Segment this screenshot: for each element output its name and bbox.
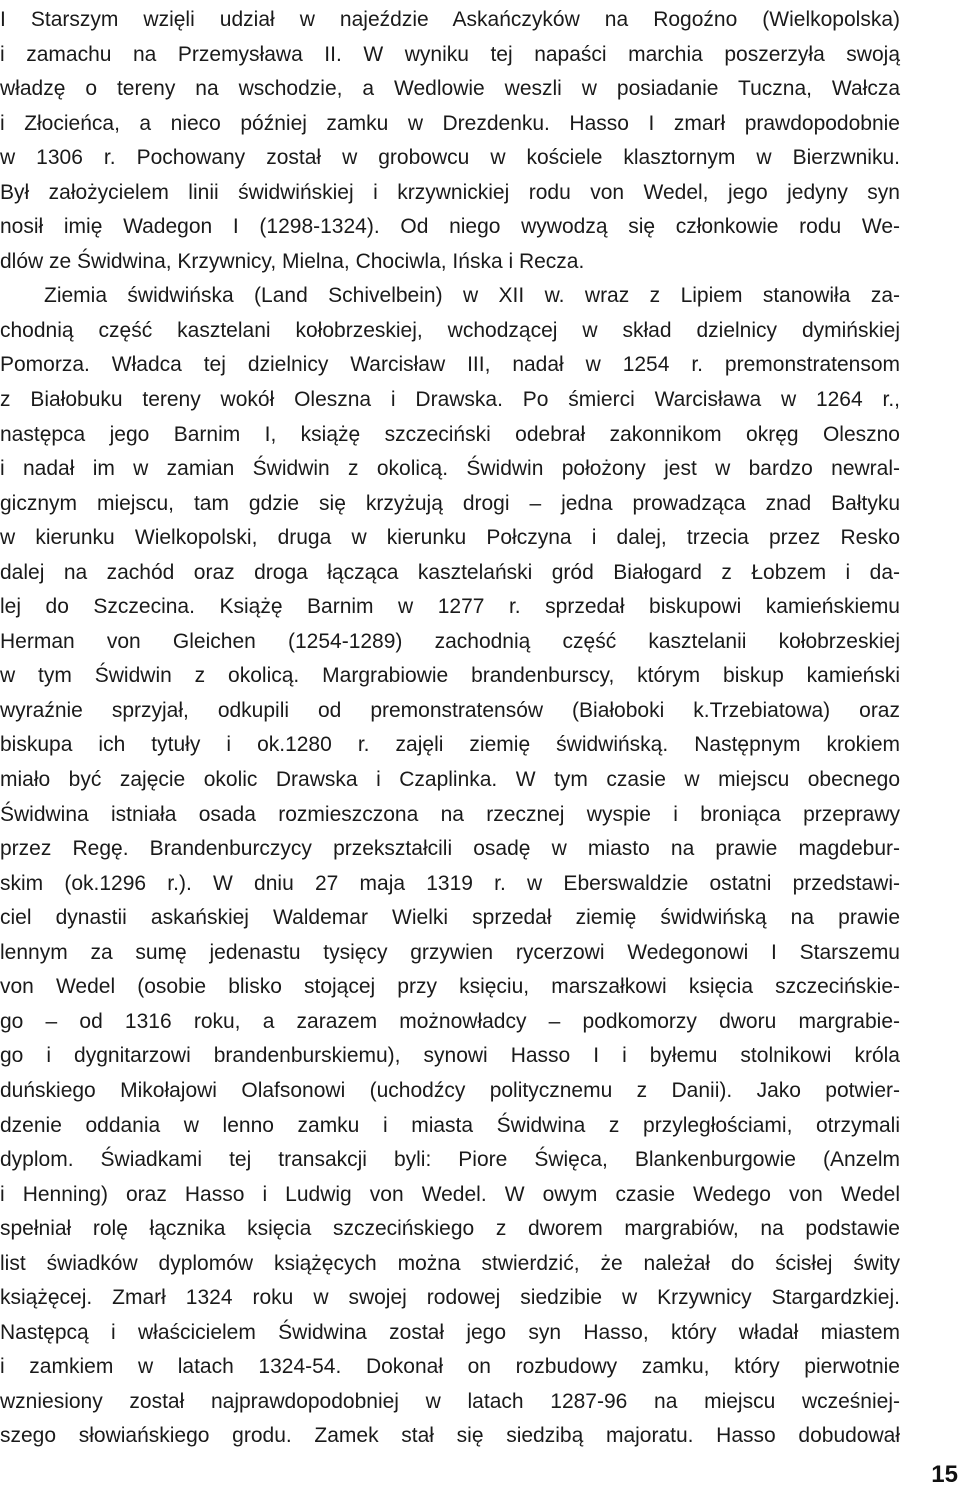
text-line: go – od 1316 roku, a zarazem możnowładcy – podkomorzy dworu margrabie- — [0, 1009, 900, 1033]
text-line: władzę o tereny na wschodzie, a Wedlowie weszli w posiadanie Tuczna, Wałcza — [0, 77, 900, 101]
text-line: wzniesiony został najprawdopodobniej w latach 1287-96 na miejscu wcześniej- — [0, 1389, 900, 1413]
text-line: gicznym miejscu, tam gdzie się krzyżują drogi – jedna prowadząca znad Bałtyku — [0, 491, 900, 515]
text-line: i zamachu na Przemysława II. W wyniku tej napaści marchia poszerzyła swoją — [0, 42, 900, 66]
text-line: Świdwina istniała osada rozmieszczona na rzecznej wyspie i broniąca przeprawy — [0, 802, 900, 826]
text-line: książęcej. Zmarł 1324 roku w swojej rodowej siedzibie w Krzywnicy Stargardzkiej. — [0, 1286, 900, 1310]
text-line: skim (ok.1296 r.). W dniu 27 maja 1319 r. w Eberswaldzie ostatni przedstawi- — [0, 871, 900, 895]
text-line: przez Regę. Brandenburczycy przekształcili osadę w miasto na prawie magdebur- — [0, 837, 900, 861]
text-line: w kierunku Wielkopolski, druga w kierunku Połczyna i dalej, trzecia przez Resko — [0, 526, 900, 550]
text-line: duńskiego Mikołajowi Olafsonowi (uchodźcy politycznemu z Danii). Jako potwier- — [0, 1078, 900, 1102]
text-line: i Henning) oraz Hasso i Ludwig von Wedel. W owym czasie Wedego von Wedel — [0, 1182, 900, 1206]
text-line: Herman von Gleichen (1254-1289) zachodnią część kasztelanii kołobrzeskiej — [0, 629, 900, 653]
text-line: dalej na zachód oraz droga łącząca kasztelański gród Białogard z Łobzem i da- — [0, 560, 900, 584]
text-line: nosił imię Wadegon I (1298-1324). Od niego wywodzą się członkowie rodu We- — [0, 215, 900, 239]
text-line: w 1306 r. Pochowany został w grobowcu w kościele klasztornym w Bierzwniku. — [0, 146, 900, 170]
text-line: i zamkiem w latach 1324-54. Dokonał on rozbudowy zamku, który pierwotnie — [0, 1355, 900, 1379]
text-line: miało być zajęcie okolic Drawska i Czaplinka. W tym czasie w miejscu obecnego — [0, 768, 900, 792]
text-line: chodnią część kasztelani kołobrzeskiej, wchodzącej w skład dzielnicy dymińskiej — [0, 318, 900, 342]
text-line: i Złocieńca, a nieco później zamku w Drezdenku. Hasso I zmarł prawdopodobnie — [0, 111, 900, 135]
text-line: i nadał im w zamian Świdwin z okolicą. Świdwin położony jest w bardzo newral- — [0, 457, 900, 481]
text-line: biskupa ich tytuły i ok.1280 r. zajęli ziemię świdwińską. Następnym krokiem — [0, 733, 900, 757]
text-line: Był założycielem linii świdwińskiej i krzywnickiej rodu von Wedel, jego jedyny syn — [0, 180, 900, 204]
text-line: dyplom. Świadkami tej transakcji byli: Piore Święca, Blankenburgowie (Anzelm — [0, 1148, 900, 1172]
text-line: Pomorza. Władca tej dzielnicy Warcisław III, nadał w 1254 r. premonstratensom — [0, 353, 900, 377]
text-line: szego słowiańskiego grodu. Zamek stał się siedzibą majoratu. Hasso dobudował — [0, 1424, 900, 1448]
text-line: w tym Świdwin z okolicą. Margrabiowie brandenburscy, którym biskup kamieński — [0, 664, 900, 688]
text-line: lej do Szczecina. Książę Barnim w 1277 r. sprzedał biskupowi kamieńskiemu — [0, 595, 900, 619]
body-text — [0, 3, 900, 1454]
text-line: ciel dynastii askańskiej Waldemar Wielki sprzedał ziemię świdwińską na prawie — [0, 906, 900, 930]
text-line: Następcą i właścicielem Świdwina został jego syn Hasso, który władał miastem — [0, 1320, 900, 1344]
text-line: wyraźnie sprzyjał, odkupili od premonstratensów (Białoboki k.Trzebiatowa) oraz — [0, 698, 900, 722]
text-line: dlów ze Świdwina, Krzywnicy, Mielna, Chociwla, Ińska i Recza. — [0, 249, 585, 273]
text-line: I Starszym wzięli udział w najeździe Askańczyków na Rogoźno (Wielkopolska) — [0, 8, 900, 31]
text-line: z Białobuku tereny wokół Oleszna i Drawska. Po śmierci Warcisława w 1264 r., — [0, 388, 900, 412]
text-line: spełniał rolę łącznika księcia szczecińskiego z dworem margrabiów, na podstawie — [0, 1217, 900, 1241]
text-line: następca jego Barnim I, książę szczeciński odebrał zakonnikom okręg Oleszno — [0, 422, 900, 446]
text-line: Ziemia świdwińska (Land Schivelbein) w XII w. wraz z Lipiem stanowiła za- — [44, 284, 900, 308]
page-number: 15 — [931, 1461, 958, 1488]
text-line: list świadków dyplomów książęcych można stwierdzić, że należał do ścisłej świty — [0, 1251, 900, 1275]
text-line: von Wedel (osobie blisko stojącej przy księciu, marszałkowi księcia szczecińskie- — [0, 975, 900, 999]
text-line: dzenie oddania w lenno zamku i miasta Świdwina z przyległościami, otrzymali — [0, 1113, 900, 1137]
text-line: go i dygnitarzowi brandenburskiemu), synowi Hasso I i byłemu stolnikowi króla — [0, 1044, 900, 1068]
text-line: lennym za sumę jedenastu tysięcy grzywien rycerzowi Wedegonowi I Starszemu — [0, 940, 900, 964]
